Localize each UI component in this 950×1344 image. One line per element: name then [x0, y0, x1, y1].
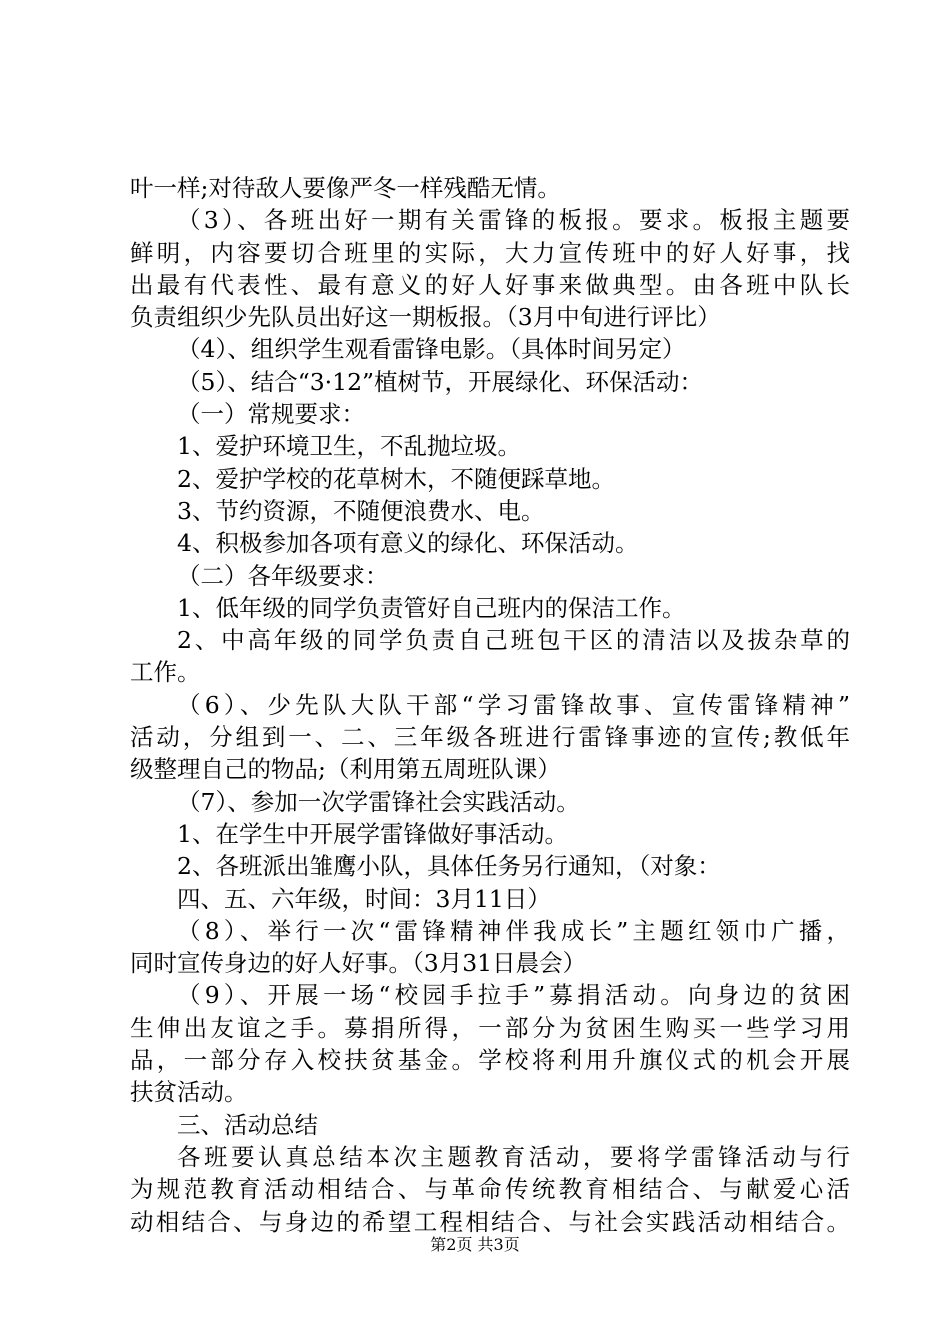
text-line: 工作。	[130, 658, 201, 687]
text-line: 3、节约资源，不随便浪费水、电。	[177, 496, 545, 525]
text-line: 动相结合、与身边的希望工程相结合、与社会实践活动相结合。	[130, 1207, 850, 1236]
text-line: 级整理自己的物品;（利用第五周班队课）	[130, 755, 561, 784]
text-line: 生伸出友谊之手。募捐所得，一部分为贫困生购买一些学习用	[130, 1013, 850, 1042]
text-line: （一）常规要求：	[177, 400, 365, 429]
text-line: 1、低年级的同学负责管好自己班内的保洁工作。	[177, 593, 686, 622]
text-line: 品，一部分存入校扶贫基金。学校将利用升旗仪式的机会开展	[130, 1046, 850, 1075]
text-line: （7）、参加一次学雷锋社会实践活动。	[177, 787, 580, 816]
text-line: 三、活动总结	[177, 1110, 318, 1139]
text-line: （3）、各班出好一期有关雷锋的板报。要求。板报主题要	[177, 206, 850, 235]
text-line: 出最有代表性、最有意义的好人好事来做典型。由各班中队长	[130, 270, 850, 299]
text-line: （4）、组织学生观看雷锋电影。（具体时间另定）	[177, 335, 686, 364]
text-line: （6）、少先队大队干部“学习雷锋故事、宣传雷锋精神”	[177, 690, 850, 719]
text-line: 活动，分组到一、二、三年级各班进行雷锋事迹的宣传;教低年	[130, 723, 850, 752]
page-footer: 第2页 共3页	[430, 1235, 520, 1254]
text-line: 2、中高年级的同学负责自己班包干区的清洁以及拔杂草的	[177, 626, 850, 655]
text-line: 2、爱护学校的花草树木，不随便踩草地。	[177, 464, 615, 493]
text-line: （5）、结合“3·12”植树节，开展绿化、环保活动：	[177, 367, 704, 396]
text-line: 各班要认真总结本次主题教育活动，要将学雷锋活动与行	[177, 1142, 850, 1171]
text-line: （二）各年级要求：	[177, 561, 389, 590]
text-line: 1、在学生中开展学雷锋做好事活动。	[177, 819, 568, 848]
text-line: 同时宣传身边的好人好事。（3月31日晨会）	[130, 949, 587, 978]
text-line: 为规范教育活动相结合、与革命传统教育相结合、与献爱心活	[130, 1175, 850, 1204]
text-line: 鲜明，内容要切合班里的实际，大力宣传班中的好人好事，找	[130, 238, 850, 267]
text-line: 1、爱护环境卫生，不乱抛垃圾。	[177, 432, 521, 461]
text-line: （9）、开展一场“校园手拉手”募捐活动。向身边的贫困	[177, 981, 850, 1010]
text-line: 4、积极参加各项有意义的绿化、环保活动。	[177, 529, 639, 558]
document-body	[130, 172, 850, 1238]
text-line: （8）、举行一次“雷锋精神伴我成长”主题红领巾广播，	[177, 916, 850, 945]
text-line: 扶贫活动。	[130, 1078, 248, 1107]
text-line: 四、五、六年级，时间：3月11日）	[177, 884, 551, 913]
text-line: 2、各班派出雏鹰小队，具体任务另行通知，（对象：	[177, 852, 721, 881]
text-line: 叶一样;对待敌人要像严冬一样残酷无情。	[130, 174, 561, 202]
text-line: 负责组织少先队员出好这一期板报。（3月中旬进行评比）	[130, 303, 721, 332]
